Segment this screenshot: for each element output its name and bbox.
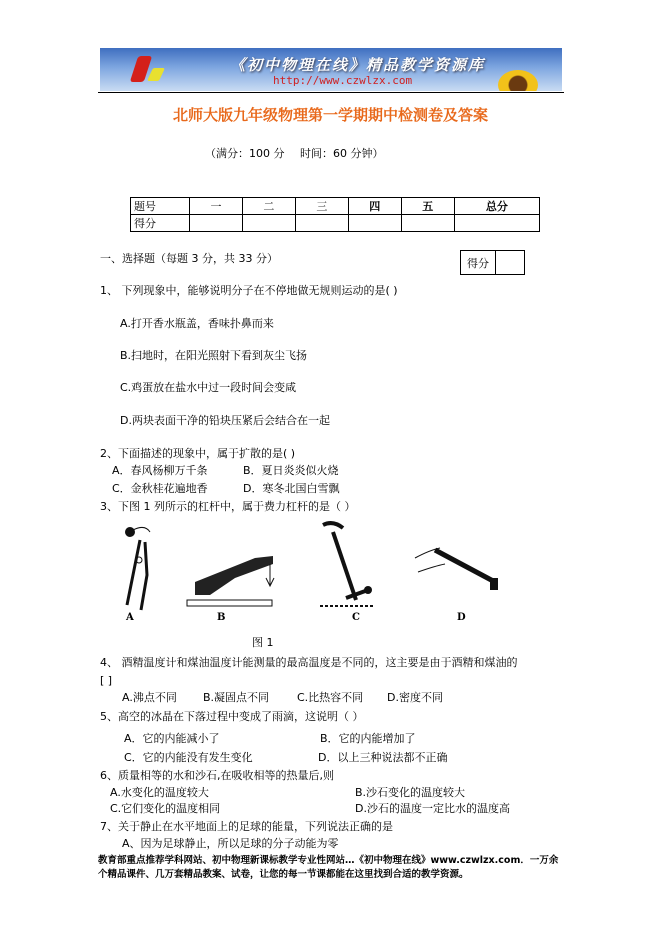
- figure-label: B: [217, 612, 226, 623]
- option: D.两块表面干净的铅块压紧后会结合在一起: [120, 414, 330, 427]
- option: C．金秋桂花遍地香: [112, 482, 208, 495]
- hammer-image: [410, 520, 505, 615]
- score-cell[interactable]: [190, 215, 243, 232]
- option: B．它的内能增加了: [320, 732, 416, 745]
- crowbar-image: [318, 520, 378, 615]
- score-cell[interactable]: [496, 251, 525, 275]
- option: D．以上三种说法都不正确: [318, 751, 448, 764]
- table-cell: 题号: [131, 198, 190, 215]
- document-title: 北师大版九年级物理第一学期期中检测卷及答案: [172, 106, 488, 124]
- option: B.凝固点不同: [203, 691, 270, 704]
- section-heading: 一、选择题（每题 3 分，共 33 分）: [100, 252, 278, 265]
- option: B.扫地时，在阳光照射下看到灰尘飞扬: [120, 349, 308, 362]
- option: C.鸡蛋放在盐水中过一段时间会变咸: [120, 381, 297, 394]
- logo-icon-accent: [147, 68, 165, 81]
- option: A．它的内能减小了: [124, 732, 220, 745]
- exam-time: 时间：60 分钟）: [300, 147, 384, 160]
- option: C.比热容不同: [297, 691, 364, 704]
- option: B.沙石变化的温度较大: [355, 786, 466, 799]
- option: B．夏日炎炎似火烧: [243, 464, 339, 477]
- table-row: [131, 198, 540, 215]
- full-score: （满分：100 分: [205, 147, 285, 160]
- question-stem: 4、 酒精温度计和煤油温度计能测量的最高温度是不同的，这主要是由于酒精和煤油的: [100, 656, 518, 669]
- score-cell[interactable]: [295, 215, 348, 232]
- table-cell: 三: [295, 198, 348, 215]
- banner-title: 《初中物理在线》精品教学资源库: [230, 56, 486, 74]
- footer-line: 教育部重点推荐学科网站、初中物理新课标教学专业性网站…《初中物理在线》www.czwlzx.com．一万余: [98, 855, 559, 866]
- table-row: [131, 215, 540, 232]
- question-stem: 5、高空的冰晶在下落过程中变成了雨滴，这说明（ ）: [100, 710, 364, 723]
- option: C.它们变化的温度相同: [110, 802, 221, 815]
- question-stem: 3、下图 1 列所示的杠杆中，属于费力杠杆的是（ ）: [100, 500, 356, 513]
- score-cell[interactable]: [242, 215, 295, 232]
- option: A.沸点不同: [122, 691, 177, 704]
- score-table: [130, 197, 540, 232]
- option: A.打开香水瓶盖，香味扑鼻而来: [120, 317, 274, 330]
- answer-bracket: [ ]: [100, 674, 113, 687]
- option: C．它的内能没有发生变化: [124, 751, 253, 764]
- figure-label: A: [126, 612, 134, 623]
- question-stem: 1、 下列现象中，能够说明分子在不停地做无规则运动的是( ): [100, 284, 398, 297]
- paper-cutter-image: [185, 520, 280, 615]
- option: D．寒冬北国白雪飘: [243, 482, 340, 495]
- table-cell: 二: [242, 198, 295, 215]
- question-stem: 6、质量相等的水和沙石,在吸收相等的热量后,则: [100, 769, 334, 782]
- table-cell: 五: [401, 198, 454, 215]
- option: A、因为足球静止，所以足球的分子动能为零: [122, 837, 339, 850]
- option: A.水变化的温度较大: [110, 786, 209, 799]
- banner-divider: [98, 92, 564, 93]
- section-score-box: [460, 250, 525, 275]
- score-cell[interactable]: [348, 215, 401, 232]
- figure-caption: 图 1: [252, 636, 274, 649]
- question-stem: 2、下面描述的现象中，属于扩散的是( ): [100, 447, 296, 460]
- table-cell: 总分: [454, 198, 539, 215]
- option: A．春风杨柳万千条: [112, 464, 208, 477]
- score-cell[interactable]: [401, 215, 454, 232]
- option: D.密度不同: [387, 691, 443, 704]
- figure-label: C: [352, 612, 360, 623]
- table-cell: 四: [348, 198, 401, 215]
- header-banner: [100, 48, 562, 91]
- sunflower-image: [498, 70, 538, 91]
- pliers-image: [115, 520, 165, 615]
- table-cell: 得分: [131, 215, 190, 232]
- table-cell: 一: [190, 198, 243, 215]
- question-stem: 7、关于静止在水平地面上的足球的能量，下列说法正确的是: [100, 820, 393, 833]
- score-cell[interactable]: [454, 215, 539, 232]
- score-label: 得分: [461, 251, 496, 275]
- figure-label: D: [457, 612, 466, 623]
- footer-line: 个精品课件、几万套精品教案、试卷，让您的每一节课都能在这里找到合适的教学资源。: [98, 869, 469, 880]
- banner-url: http://www.czwlzx.com: [273, 74, 413, 87]
- option: D.沙石的温度一定比水的温度高: [355, 802, 510, 815]
